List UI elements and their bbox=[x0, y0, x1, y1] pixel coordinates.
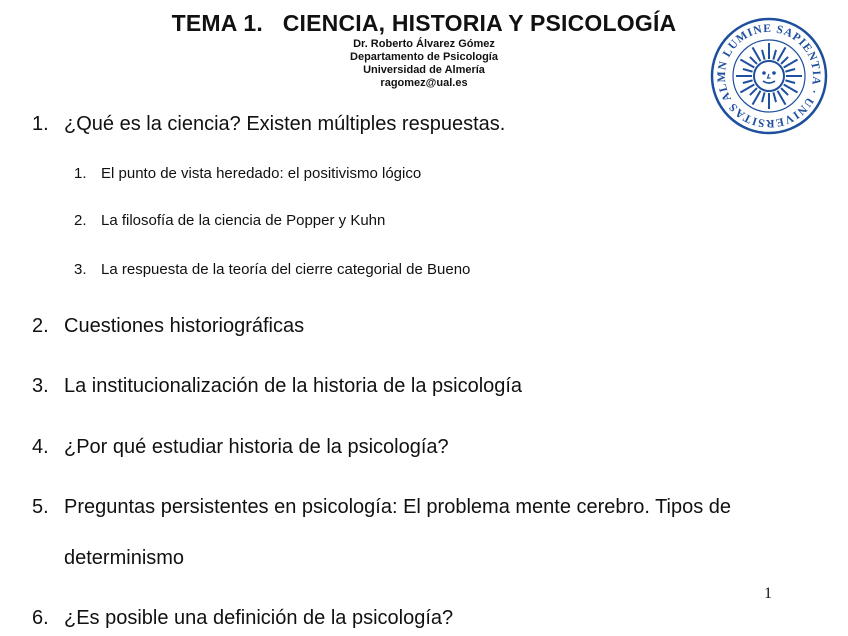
author-email: ragomez@ual.es bbox=[380, 77, 468, 89]
outline-item-number: 5. bbox=[32, 496, 49, 518]
outline-item-number: 4. bbox=[32, 436, 49, 458]
author-name: Dr. Roberto Álvarez Gómez bbox=[353, 38, 495, 50]
outline-item-number: 1. bbox=[32, 113, 49, 135]
outline-item-text-line2: determinismo bbox=[64, 547, 185, 569]
outline-subitem-text: La filosofía de la ciencia de Popper y Kuhn bbox=[101, 212, 386, 229]
outline-subitem-number: 2. bbox=[74, 212, 87, 229]
outline-item-number: 2. bbox=[32, 315, 49, 337]
department-name: Departamento de Psicología bbox=[350, 51, 498, 63]
outline-item-text: Cuestiones historiográficas bbox=[64, 315, 305, 337]
outline-subitem-number: 1. bbox=[74, 165, 87, 182]
outline-item-number: 3. bbox=[32, 375, 49, 397]
outline-subitem-text: La respuesta de la teoría del cierre categorial de Bueno bbox=[101, 261, 471, 278]
outline-item-text-line1: Preguntas persistentes en psicología: El problema mente cerebro. Tipos de bbox=[64, 496, 732, 518]
outline-item-text: ¿Qué es la ciencia? Existen múltiples respuestas. bbox=[64, 113, 506, 135]
outline-item-text: La institucionalización de la historia de la psicología bbox=[64, 375, 523, 397]
university-name: Universidad de Almería bbox=[363, 64, 485, 76]
page-number: 1 bbox=[764, 585, 772, 602]
outline-item-text: ¿Es posible una definición de la psicología? bbox=[64, 607, 454, 629]
svg-text:IN LUMINE SAPIENTIA · UNIVERSI: IN LUMINE SAPIENTIA · UNIVERSITAS ALM bbox=[715, 22, 823, 130]
outline-item-number: 6. bbox=[32, 607, 49, 629]
outline-subitem-text: El punto de vista heredado: el positivismo lógico bbox=[101, 165, 422, 182]
document-title: TEMA 1. CIENCIA, HISTORIA Y PSICOLOGÍA bbox=[171, 10, 677, 36]
outline-item-text: ¿Por qué estudiar historia de la psicología? bbox=[64, 436, 449, 458]
outline-subitem-number: 3. bbox=[74, 261, 87, 278]
